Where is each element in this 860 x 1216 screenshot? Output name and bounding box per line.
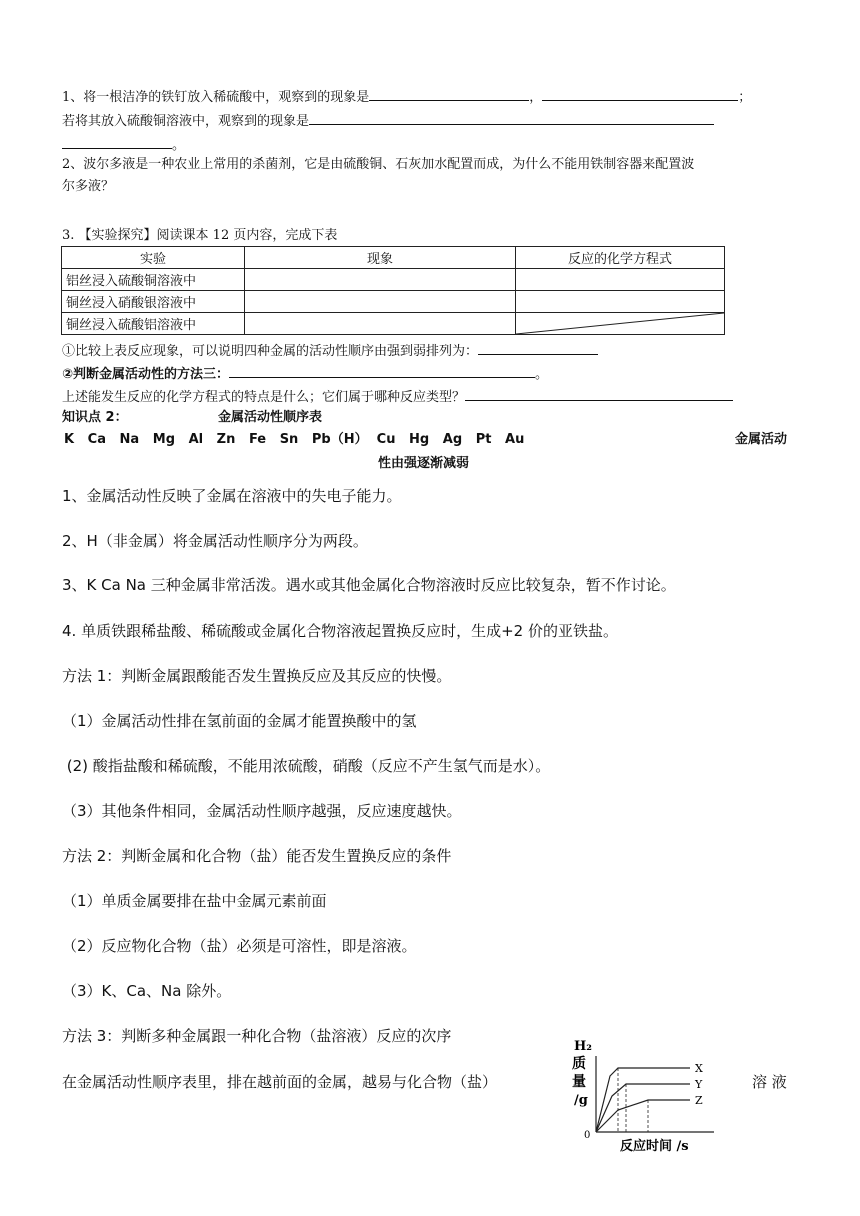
knowledge-label: 知识点 2： xyxy=(62,410,128,425)
activity-trend-right: 金属活动 xyxy=(735,432,788,447)
method3-title: 方法 3：判断多种金属跟一种化合物（盐溶液）反应的次序 xyxy=(62,1027,452,1045)
q3-item1 xyxy=(62,340,598,361)
q3-heading: 3. 【实验探究】阅读课本 12 页内容，完成下表 xyxy=(62,228,338,243)
q2-line1: 2、波尔多液是一种农业上常用的杀菌剂，它是由硫酸铜、石灰加水配置而成，为什么不能用铁制容器来配置波 xyxy=(62,157,695,172)
method2-item-1: （1）单质金属要排在盐中金属元素前面 xyxy=(62,892,327,910)
table-row xyxy=(62,269,725,291)
note-3: 3、K Ca Na 三种金属非常活泼。遇水或其他金属化合物溶液时反应比较复杂，暂不作讨论。 xyxy=(62,576,676,594)
method3-body: 在金属活动性顺序表里，排在越前面的金属，越易与化合物（盐） xyxy=(62,1073,498,1091)
table-cell-equation[interactable] xyxy=(516,291,725,313)
note-2: 2、H（非金属）将金属活动性顺序分为两段。 xyxy=(62,532,368,550)
graph-series-label-z: Z xyxy=(695,1094,703,1107)
graph-y-label-mid2: 量 xyxy=(572,1074,586,1090)
q1-answer-blank-3[interactable] xyxy=(309,110,714,125)
graph-y-label-top: H₂ xyxy=(574,1039,592,1054)
table-cell-equation[interactable] xyxy=(516,269,725,291)
table-header-phenomenon: 现象 xyxy=(245,247,516,269)
method2-item-2: （2）反应物化合物（盐）必须是可溶性，即是溶液。 xyxy=(62,937,417,955)
table-header-equation: 反应的化学方程式 xyxy=(516,247,725,269)
q3-item2-end: 。 xyxy=(535,367,549,382)
diagonal-slash xyxy=(516,313,724,334)
q1-line2 xyxy=(62,110,714,131)
knowledge-title: 金属活动性顺序表 xyxy=(218,410,323,425)
table-cell-experiment: 铜丝浸入硝酸银溶液中 xyxy=(62,291,245,313)
hydrogen-graph xyxy=(568,1036,718,1156)
q1-line1 xyxy=(62,86,751,107)
table-cell-phenomenon[interactable] xyxy=(245,313,516,335)
graph-series-z xyxy=(596,1100,690,1132)
table-cell-phenomenon[interactable] xyxy=(245,269,516,291)
q1-question-text: 1、将一根洁净的铁钉放入稀硫酸中，观察到的现象是 xyxy=(62,90,370,105)
q1-comma: ， xyxy=(529,90,543,105)
method1-title: 方法 1：判断金属跟酸能否发生置换反应及其反应的快慢。 xyxy=(62,667,452,685)
graph-series-label-x: X xyxy=(695,1062,703,1075)
graph-y-label-mid1: 质 xyxy=(572,1056,586,1072)
q1-line3 xyxy=(62,134,185,155)
table-header-experiment: 实验 xyxy=(62,247,245,269)
table-cell-experiment: 铜丝浸入硫酸铝溶液中 xyxy=(62,313,245,335)
activity-trend-center: 性由强逐渐减弱 xyxy=(378,456,470,471)
method2-title: 方法 2：判断金属和化合物（盐）能否发生置换反应的条件 xyxy=(62,847,452,865)
q1-answer-blank-2[interactable] xyxy=(542,86,738,101)
method2-item-3: （3）K、Ca、Na 除外。 xyxy=(62,982,232,1000)
table-cell-phenomenon[interactable] xyxy=(245,291,516,313)
q3-item1-text: ①比较上表反应现象，可以说明四种金属的活动性顺序由强到弱排列为： xyxy=(62,344,479,359)
table-header-row xyxy=(62,247,725,269)
q1-question-text-2: 若将其放入硫酸铜溶液中，观察到的现象是 xyxy=(62,114,310,129)
q3-item2 xyxy=(62,363,548,384)
graph-y-unit: /g xyxy=(574,1093,588,1108)
activity-series: K Ca Na Mg Al Zn Fe Sn Pb（H） Cu Hg Ag Pt Au xyxy=(64,432,525,447)
q3-item3-blank[interactable] xyxy=(465,386,733,401)
table-cell-experiment: 铝丝浸入硫酸铜溶液中 xyxy=(62,269,245,291)
q1-answer-blank-4[interactable] xyxy=(62,134,172,149)
q3-item3-text: 上述能发生反应的化学方程式的特点是什么；它们属于哪种反应类型？ xyxy=(62,390,466,405)
note-4: 4. 单质铁跟稀盐酸、稀硫酸或金属化合物溶液起置换反应时，生成+2 价的亚铁盐。 xyxy=(62,622,618,640)
q3-item2-text: ②判断金属活动性的方法三： xyxy=(62,367,230,382)
q3-item1-blank[interactable] xyxy=(478,340,598,355)
q1-answer-blank-1[interactable] xyxy=(369,86,529,101)
q3-item3 xyxy=(62,386,733,407)
table-cell-equation-slashed xyxy=(516,313,725,335)
q1-period: 。 xyxy=(172,138,186,153)
table-row xyxy=(62,313,725,335)
q1-semicolon: ； xyxy=(738,90,752,105)
note-1: 1、金属活动性反映了金属在溶液中的失电子能力。 xyxy=(62,487,402,505)
graph-origin: 0 xyxy=(584,1130,591,1141)
graph-x-label: 反应时间 /s xyxy=(620,1139,689,1154)
q3-item2-blank[interactable] xyxy=(229,363,535,378)
table-row xyxy=(62,291,725,313)
experiment-table xyxy=(61,246,725,335)
method1-item-1: （1）金属活动性排在氢前面的金属才能置换酸中的氢 xyxy=(62,712,417,730)
method1-item-2: (2) 酸指盐酸和稀硫酸，不能用浓硫酸，硝酸（反应不产生氢气而是水）。 xyxy=(62,757,551,775)
graph-series-label-y: Y xyxy=(695,1078,703,1091)
q2-line2: 尔多液？ xyxy=(62,179,115,194)
method1-item-3: （3）其他条件相同，金属活动性顺序越强，反应速度越快。 xyxy=(62,802,462,820)
graph-series-y xyxy=(596,1084,690,1132)
method3-tail: 溶 液 xyxy=(752,1073,787,1091)
